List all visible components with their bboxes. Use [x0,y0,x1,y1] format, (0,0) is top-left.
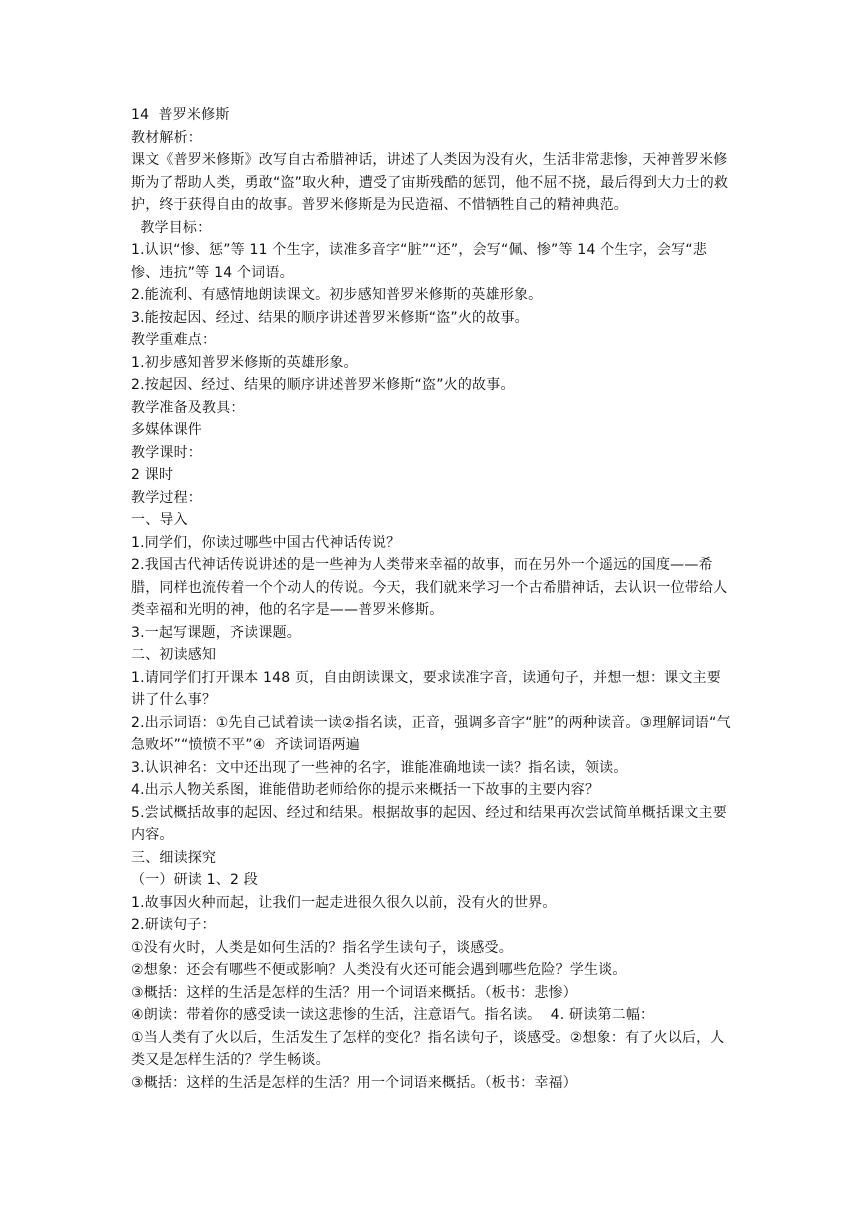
section-heading: 教学重难点： [131,332,217,348]
paragraph: 1.请同学们打开课本 148 页，自由朗读课文，要求读准字音，读通句子，并想一想：课文主要讲了什么事？ [131,669,721,708]
paragraph: ③概括：这样的生活是怎样的生活？用一个词语来概括。（板书：幸福） [131,1074,577,1091]
paragraph: 3.一起写课题，齐读课题。 [131,624,301,641]
paragraph: ①没有火时，人类是如何生活的？指名学生读句子，谈感受。 [131,939,513,956]
paragraph: 2.研读句子： [131,917,216,933]
paragraph: 5.尝试概括故事的起因、经过和结果。根据故事的起因、经过和结果再次尝试简单概括课文主要内容。 [131,804,727,843]
paragraph: 多媒体课件 [131,422,202,438]
lesson-title: 14 普罗米修斯 [131,107,230,123]
paragraph: 2.出示词语：①先自己试着读一读②指名读，正音，强调多音字“脏”的两种读音。③理解词语“气急败坏”“愤愤不平”④ 齐读词语两遍 [131,714,731,753]
paragraph: 1.认识“惨、惩”等 11 个生字，读准多音字“脏”“还”，会写“佩、惨”等 14 个生字，会写“悲惨、违抗”等 14 个词语。 [131,242,708,281]
paragraph: 1.初步感知普罗米修斯的英雄形象。 [131,354,358,371]
section-heading: 教学课时： [131,444,202,461]
subsection-heading: （一）研读 1、2 段 [131,872,258,888]
paragraph: 3.能按起因、经过、结果的顺序讲述普罗米修斯“盗”火的故事。 [131,309,529,326]
section-heading: 一、导入 [131,512,188,528]
section-heading: 三、细读探究 [131,849,217,866]
paragraph: 1.同学们，你读过哪些中国古代神话传说？ [131,534,401,551]
document-body [131,104,733,1094]
paragraph: 1.故事因火种而起，让我们一起走进很久很久以前，没有火的世界。 [131,894,557,911]
paragraph: ②想象：还会有哪些不便或影响？人类没有火还可能会遇到哪些危险？学生谈。 [131,962,627,978]
section-heading: 二、初读感知 [131,647,217,663]
paragraph: 3.认识神名：文中还出现了一些神的名字，谁能准确地读一读？指名读，领读。 [131,759,628,776]
section-heading: 教学目标： [131,219,212,236]
paragraph: ①当人类有了火以后，生活发生了怎样的变化？指名读句子，谈感受。②想象：有了火以后，人类又是怎样生活的？学生畅谈。 [131,1029,725,1068]
paragraph: 课文《普罗米修斯》改写自古希腊神话，讲述了人类因为没有火，生活非常悲惨，天神普罗米修斯为了帮助人类，勇敢“盗”取火种，遭受了宙斯残酷的惩罚，他不屈不挠，最后得到大力士的救护，终于获得自由的故事。普罗米修斯是为民造福、不惜牺牲自己的精神典范。 [131,152,729,213]
paragraph: 2.能流利、有感情地朗读课文。初步感知普罗米修斯的英雄形象。 [131,287,543,303]
section-heading: 教材解析： [131,129,202,146]
paragraph: 2.我国古代神话传说讲述的是一些神为人类带来幸福的故事，而在另外一个遥远的国度——希腊，同样也流传着一个个动人的传说。今天，我们就来学习一个古希腊神话，去认识一位带给人类幸福和光明的神，他的名字是——普罗米修斯。 [131,557,728,618]
section-heading: 教学准备及教具： [131,399,245,416]
section-heading: 教学过程： [131,489,202,506]
paragraph: ③概括：这样的生活是怎样的生活？用一个词语来概括。（板书：悲惨） [131,984,577,1001]
paragraph: 2.按起因、经过、结果的顺序讲述普罗米修斯“盗”火的故事。 [131,377,515,393]
paragraph: ④朗读：带着你的感受读一读这悲惨的生活，注意语气。指名读。 4. 研读第二幅： [131,1007,655,1023]
paragraph: 4.出示人物关系图，谁能借助老师给你的提示来概括一下故事的主要内容？ [131,782,600,798]
paragraph: 2 课时 [131,467,174,483]
